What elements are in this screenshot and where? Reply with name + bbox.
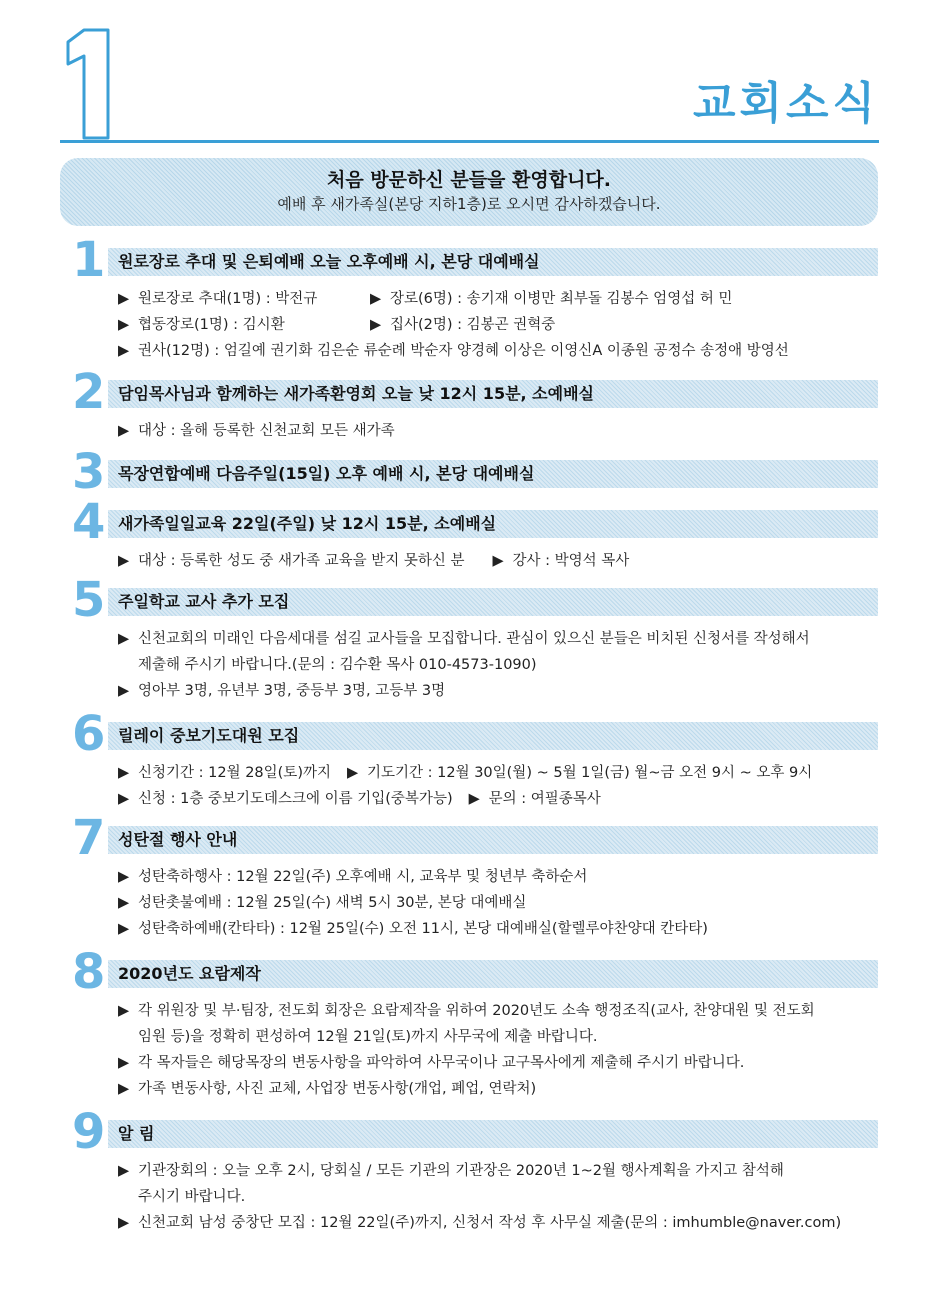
- list-item: ▶ 각 위원장 및 부·팀장, 전도회 회장은 요람제작을 위하여 2020년도 소속 행정조직(교사, 찬양대원 및 전도회: [118, 998, 878, 1024]
- list-item: ▶ 대상 : 올해 등록한 신천교회 모든 새가족: [118, 418, 878, 444]
- welcome-box: [60, 158, 878, 226]
- section-number: 3: [72, 444, 106, 500]
- bullet-icon: ▶: [370, 291, 382, 307]
- page-title: 교회소식: [692, 78, 879, 129]
- section-number: 6: [72, 706, 106, 762]
- list-item: ▶ 각 목자들은 해당목장의 변동사항을 파악하여 사무국이나 교구목사에게 제출해 주시기 바랍니다.: [118, 1050, 878, 1076]
- bullet-icon: ▶: [492, 553, 504, 569]
- section-2: [60, 364, 878, 444]
- welcome-subtitle: 예배 후 새가족실(본당 지하1층)로 오시면 감사하겠습니다.: [277, 195, 661, 213]
- list-item: ▶ 성탄촛불예배 : 12월 25일(수) 새벽 5시 30분, 본당 대예배실: [118, 890, 878, 916]
- bullet-icon: ▶: [118, 1215, 130, 1231]
- list-item: ▶ 신천교회의 미래인 다음세대를 섬길 교사들을 모집합니다. 관심이 있으신 분들은 비치된 신청서를 작성해서: [118, 626, 878, 652]
- welcome-title: 처음 방문하신 분들을 환영합니다.: [326, 169, 612, 191]
- section-number: 9: [72, 1104, 106, 1160]
- bullet-icon: ▶: [370, 317, 382, 333]
- bullet-icon: ▶: [118, 553, 130, 569]
- section-4: [60, 494, 878, 574]
- section-3: [60, 444, 878, 500]
- bullet-icon: ▶: [118, 765, 130, 781]
- section-7: [60, 810, 878, 942]
- section-8: [60, 944, 878, 1102]
- section-bar: [108, 1120, 878, 1148]
- section-1: [60, 232, 878, 364]
- list-item: ▶ 신천교회 남성 중창단 모집 : 12월 22일(주)까지, 신청서 작성 후 사무실 제출(문의 : imhumble@naver.com): [118, 1210, 878, 1236]
- bullet-icon: ▶: [118, 791, 130, 807]
- list-item: ▶ 영아부 3명, 유년부 3명, 중등부 3명, 고등부 3명: [118, 678, 878, 704]
- list-item: ▶ 성탄축하행사 : 12월 22일(주) 오후예배 시, 교육부 및 청년부 축하순서: [118, 864, 878, 890]
- list-item: ▶ 신청 : 1층 중보기도데스크에 이름 기입(중복가능) ▶ 문의 : 여필종목사: [118, 786, 878, 812]
- list-item: ▶ 가족 변동사항, 사진 교체, 사업장 변동사항(개업, 폐업, 연락처): [118, 1076, 878, 1102]
- section-title: 릴레이 중보기도대원 모집: [118, 726, 300, 745]
- bullet-icon: ▶: [118, 631, 130, 647]
- section-number: 4: [72, 494, 106, 550]
- section-title: 담임목사님과 함께하는 새가족환영회 오늘 낮 12시 15분, 소예배실: [118, 384, 595, 403]
- section-5: [60, 572, 878, 704]
- list-item-continued: 임원 등)을 정확히 편성하여 12월 21일(토)까지 사무국에 제출 바랍니다.: [138, 1029, 598, 1045]
- bullet-icon: ▶: [118, 921, 130, 937]
- page-number-graphic: [56, 26, 126, 144]
- list-item: ▶ 기관장회의 : 오늘 오후 2시, 당회실 / 모든 기관의 기관장은 2020년 1~2월 행사계획을 가지고 참석해: [118, 1158, 878, 1184]
- section-number: 2: [72, 364, 106, 420]
- bullet-icon: ▶: [347, 765, 359, 781]
- section-6: [60, 706, 878, 812]
- bullet-icon: ▶: [118, 683, 130, 699]
- section-title: 알 림: [118, 1124, 155, 1143]
- list-item: ▶ 신청기간 : 12월 28일(토)까지 ▶ 기도기간 : 12월 30일(월) ~ 5월 1일(금) 월~금 오전 9시 ~ 오후 9시: [118, 760, 878, 786]
- section-number: 5: [72, 572, 106, 628]
- bullet-icon: ▶: [118, 869, 130, 885]
- bullet-icon: ▶: [118, 423, 130, 439]
- bullet-icon: ▶: [118, 317, 130, 333]
- section-title: 성탄절 행사 안내: [118, 830, 238, 849]
- bullet-icon: ▶: [118, 343, 130, 359]
- list-item: ▶ 대상 : 등록한 성도 중 새가족 교육을 받지 못하신 분 ▶ 강사 : 박영석 목사: [118, 548, 878, 574]
- section-title: 2020년도 요람제작: [118, 964, 261, 983]
- list-item: ▶ 성탄축하예배(칸타타) : 12월 25일(수) 오전 11시, 본당 대예배실(할렐루야찬양대 칸타타): [118, 916, 878, 942]
- section-number: 8: [72, 944, 106, 1000]
- list-item-continued: 주시기 바랍니다.: [138, 1189, 246, 1205]
- list-item: ▶ 원로장로 추대(1명) : 박전규 ▶ 장로(6명) : 송기재 이병만 최부돌 김봉수 엄영섭 허 민: [118, 286, 878, 312]
- section-title: 주일학교 교사 추가 모집: [118, 592, 290, 611]
- list-item: ▶ 권사(12명) : 엄길예 권기화 김은순 류순례 박순자 양경혜 이상은 이영신A 이종원 공정수 송정애 방영선: [118, 338, 878, 364]
- bullet-icon: ▶: [468, 791, 480, 807]
- list-item: ▶ 협동장로(1명) : 김시환 ▶ 집사(2명) : 김봉곤 권혁중: [118, 312, 878, 338]
- section-title: 목장연합예배 다음주일(15일) 오후 예배 시, 본당 대예배실: [118, 464, 535, 483]
- bullet-icon: ▶: [118, 1081, 130, 1097]
- list-item-continued: 제출해 주시기 바랍니다.(문의 : 김수환 목사 010-4573-1090): [138, 657, 537, 673]
- header-rule: [60, 140, 879, 143]
- section-number: 1: [72, 232, 106, 288]
- section-title: 원로장로 추대 및 은퇴예배 오늘 오후예배 시, 본당 대예배실: [118, 252, 540, 271]
- bullet-icon: ▶: [118, 1003, 130, 1019]
- bullet-icon: ▶: [118, 895, 130, 911]
- bullet-icon: ▶: [118, 1055, 130, 1071]
- section-title: 새가족일일교육 22일(주일) 낮 12시 15분, 소예배실: [118, 514, 497, 533]
- section-number: 7: [72, 810, 106, 866]
- bullet-icon: ▶: [118, 291, 130, 307]
- bullet-icon: ▶: [118, 1163, 130, 1179]
- section-9: [60, 1104, 878, 1236]
